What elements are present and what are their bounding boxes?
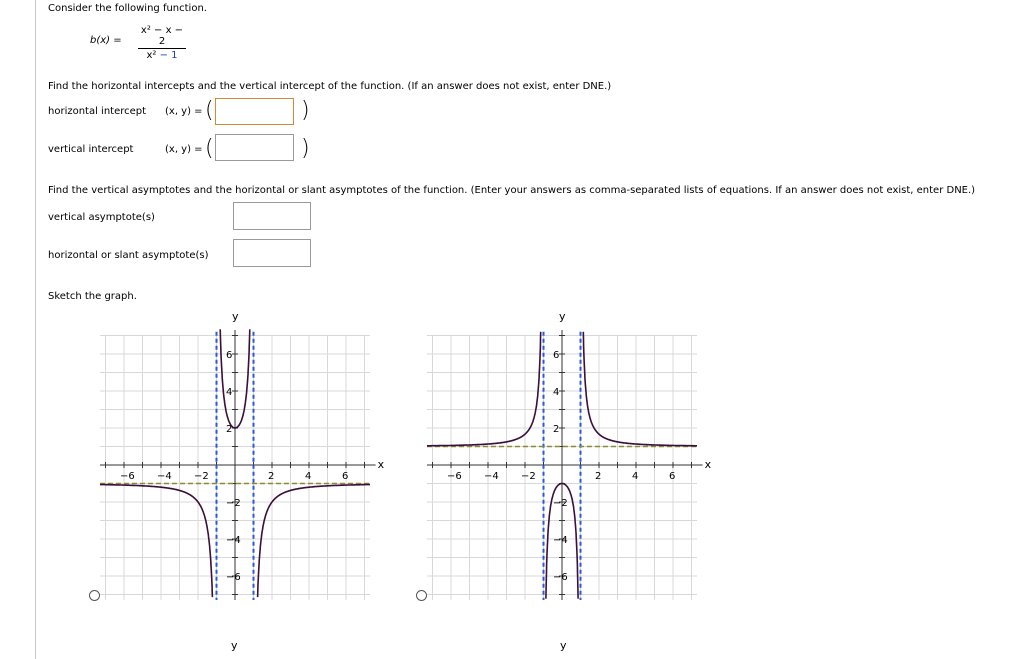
horizontal-intercept-input[interactable] — [215, 98, 294, 125]
left-margin-rule — [35, 0, 36, 659]
open-paren: ( — [205, 98, 214, 123]
y-tick-label: 2 — [553, 424, 560, 435]
horizontal-intercept-label: horizontal intercept — [48, 106, 147, 117]
denominator-variable: x² — [146, 50, 157, 61]
fraction-bar — [138, 48, 186, 49]
vertical-asymptote-input[interactable] — [233, 202, 311, 230]
x-tick-label: 4 — [632, 471, 639, 482]
function-name: b(x) = — [90, 35, 122, 46]
x-tick-label: −4 — [484, 471, 499, 482]
vertical-intercept-xy-label: (x, y) = — [165, 144, 203, 155]
y-tick-label: 6 — [553, 350, 560, 361]
x-tick-label: −4 — [157, 471, 172, 482]
curve-left-branch — [427, 332, 541, 446]
x-tick-label: −6 — [120, 471, 135, 482]
sketch-label: Sketch the graph. — [48, 291, 137, 302]
x-tick-label: 2 — [595, 471, 602, 482]
y-axis-label: y — [232, 310, 239, 323]
graph-option-1-radio[interactable] — [89, 590, 100, 601]
next-graph-1-y-label: y — [231, 639, 238, 652]
y-tick-label: −2 — [553, 498, 568, 509]
function-label — [90, 35, 122, 46]
x-tick-label: −2 — [194, 471, 209, 482]
function-numerator: x² − x − 2 — [140, 25, 184, 47]
graph-option-1[interactable] — [95, 305, 395, 605]
y-tick-label: −2 — [226, 498, 241, 509]
next-graph-2-y-label: y — [560, 639, 567, 652]
y-tick-label: 4 — [553, 387, 560, 398]
y-tick-label: −6 — [553, 572, 568, 583]
x-axis-label: x — [704, 458, 712, 471]
function-denominator — [138, 50, 186, 61]
x-tick-label: 6 — [669, 471, 676, 482]
graph-option-2-radio[interactable] — [416, 590, 427, 601]
x-tick-label: −6 — [447, 471, 462, 482]
x-axis-label: x — [377, 458, 385, 471]
vertical-asymptote-label: vertical asymptote(s) — [48, 212, 155, 223]
open-paren: ( — [205, 136, 214, 161]
x-tick-label: 2 — [268, 471, 275, 482]
function-fraction — [138, 25, 186, 61]
x-tick-label: −2 — [521, 471, 536, 482]
x-tick-label: 4 — [305, 471, 312, 482]
intercepts-instruction: Find the horizontal intercepts and the vertical intercept of the function. (If an answer does not exist, enter DNE.) — [48, 81, 612, 92]
close-paren: ) — [301, 136, 310, 161]
y-tick-label: −6 — [226, 572, 241, 583]
asymptotes-instruction: Find the vertical asymptotes and the horizontal or slant asymptotes of the function. (Enter your answers as comma-separated lists of equations. If an answer does not exist, enter DNE.) — [48, 185, 976, 196]
curve-right-branch — [583, 332, 697, 446]
horizontal-asymptote-input[interactable] — [233, 239, 311, 267]
close-paren: ) — [301, 98, 310, 123]
curve-right-branch — [258, 485, 370, 597]
vertical-intercept-input[interactable] — [215, 134, 294, 161]
y-tick-label: 4 — [226, 387, 233, 398]
y-tick-label: 2 — [226, 424, 233, 435]
y-tick-label: 6 — [226, 350, 233, 361]
y-tick-label: −4 — [226, 535, 241, 546]
curve-left-branch — [100, 485, 212, 597]
vertical-intercept-label: vertical intercept — [48, 144, 134, 155]
graph-option-2[interactable] — [422, 305, 722, 605]
horizontal-intercept-xy-label: (x, y) = — [165, 106, 203, 117]
y-tick-label: −4 — [553, 535, 568, 546]
question-intro: Consider the following function. — [48, 3, 207, 14]
denominator-constant: − 1 — [156, 50, 178, 61]
y-axis-label: y — [559, 310, 566, 323]
horizontal-asymptote-label: horizontal or slant asymptote(s) — [48, 250, 209, 261]
x-tick-label: 6 — [342, 471, 349, 482]
